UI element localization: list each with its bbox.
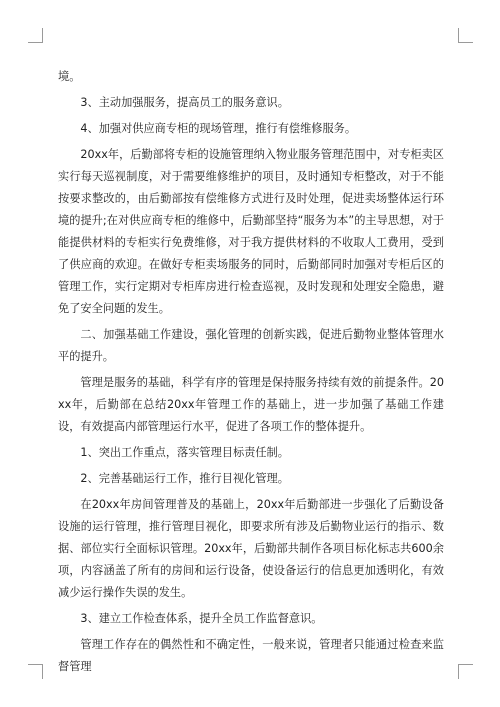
paragraph-visual-management: 在20xx年房间管理普及的基础上，20xx年后勤部进一步强化了后勤设备设施的运行管理，推行管理目视化，即要求所有涉及后勤物业运行的指示、数据、部位实行全面标识管理。20xx年，后勤部共制作各项目标化标志共600余项，内容涵盖了所有的房间和运行设备，使设备运行的信息更加透明化，有效减少运行操作失误的发生。 (58, 498, 444, 599)
crop-mark-bottom-right (458, 664, 473, 679)
paragraph-vendor-counter-management: 20xx年，后勤部将专柜的设施管理纳入物业服务管理范围中，对专柜卖区实行每天巡视制度，对于需要维修维护的项目，及时通知专柜整改，对于不能按要求整改的，由后勤部按有偿维修方式进行及时处理，促进卖场整体运行环境的提升;在对供应商专柜的维修中，后勤部坚持“服务为本”的主导思想，对于能提供材料的专柜实行免费维修，对于我方提供材料的不收取人工费用，受到了供应商的欢迎。在做好专柜卖场服务的同时，后勤部同时加强对专柜后区的管理工作，实行定期对专柜库房进行检查巡视，及时发现和处理安全隐患，避免了安全问题的发生。 (58, 148, 444, 315)
paragraph-management-uncertainty: 管理工作存在的偶然性和不确定性，一般来说，管理者只能通过检查来监督管理 (58, 638, 444, 673)
paragraph-item-3: 3、主动加强服务，提高员工的服务意识。 (80, 96, 289, 109)
paragraph-continuation: 境。 (58, 70, 81, 83)
crop-mark-top-right (458, 28, 473, 43)
paragraph-item-1: 1、突出工作重点，落实管理目标责任制。 (80, 446, 289, 459)
document-body (58, 66, 444, 682)
paragraph-item-4: 4、加强对供应商专柜的现场管理，推行有偿维修服务。 (80, 122, 357, 135)
paragraph-item-3-inspection: 3、建立工作检查体系，提升全员工作监督意识。 (80, 612, 323, 625)
paragraph-management-basis: 管理是服务的基础，科学有序的管理是保持服务持续有效的前提条件。20xx年，后勤部在总结20xx年管理工作的基础上，进一步加强了基础工作建设，有效提高内部管理运行水平，促进了各项工作的整体提升。 (58, 376, 444, 433)
crop-mark-top-left (28, 28, 43, 43)
paragraph-item-2: 2、完善基础运行工作，推行目视化管理。 (80, 472, 289, 485)
crop-mark-bottom-left (28, 664, 43, 679)
section-heading-2: 二、加强基础工作建设，强化管理的创新实践，促进后勤物业整体管理水平的提升。 (58, 328, 444, 363)
